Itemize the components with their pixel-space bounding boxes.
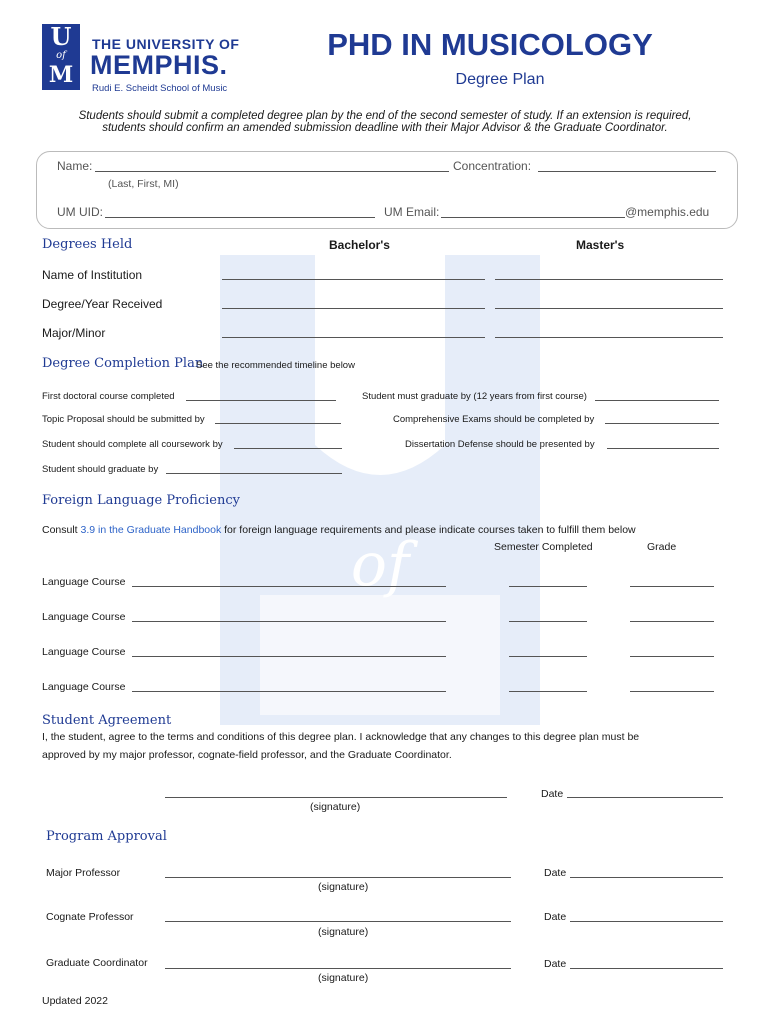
email-label: UM Email:: [384, 205, 440, 219]
watermark-of: of: [350, 530, 410, 600]
master-major-field[interactable]: [495, 337, 723, 338]
master-institution-field[interactable]: [495, 279, 723, 280]
um-logo: [42, 24, 80, 90]
plan-proposal-label: Topic Proposal should be submitted by: [42, 414, 205, 425]
language-course-field-1[interactable]: [132, 586, 446, 587]
agreement-line-1: I, the student, agree to the terms and conditions of this degree plan. I acknowledge that any changes to this degree plan must be: [42, 731, 640, 743]
bachelor-column-header: Bachelor's: [329, 238, 390, 252]
semester-column-header: Semester Completed: [494, 541, 593, 553]
university-name-line2: MEMPHIS.: [90, 50, 228, 80]
logo-letter-m: M: [48, 62, 74, 88]
plan-must-graduate-label: Student must graduate by (12 years from first course): [362, 391, 587, 402]
name-field[interactable]: [95, 171, 449, 172]
cognate-professor-signature-caption: (signature): [318, 926, 369, 938]
concentration-label: Concentration:: [453, 159, 532, 173]
plan-must-graduate-field[interactable]: [595, 400, 719, 401]
plan-proposal-field[interactable]: [215, 423, 341, 424]
school-name: Rudi E. Scheidt School of Music: [92, 83, 228, 94]
graduate-coordinator-signature-caption: (signature): [318, 972, 369, 984]
student-signature-caption: (signature): [310, 801, 361, 813]
degree-row-major: Major/Minor: [42, 326, 106, 340]
major-professor-date-label: Date: [544, 867, 567, 879]
language-course-label-1: Language Course: [42, 576, 126, 588]
uid-field[interactable]: [105, 217, 375, 218]
plan-first-course-label: First doctoral course completed: [42, 391, 175, 402]
language-title: Foreign Language Proficiency: [42, 493, 240, 508]
completion-plan-note: See the recommended timeline below: [196, 360, 355, 371]
university-name-line1: THE UNIVERSITY OF: [92, 36, 240, 52]
plan-coursework-field[interactable]: [234, 448, 342, 449]
cognate-professor-date-field[interactable]: [570, 921, 723, 922]
master-column-header: Master's: [576, 238, 625, 252]
language-grade-field-3[interactable]: [630, 656, 714, 657]
language-semester-field-4[interactable]: [509, 691, 587, 692]
email-field[interactable]: [441, 217, 625, 218]
language-course-field-4[interactable]: [132, 691, 446, 692]
bachelor-major-field[interactable]: [222, 337, 485, 338]
graduate-coordinator-signature-field[interactable]: [165, 968, 511, 969]
language-course-field-2[interactable]: [132, 621, 446, 622]
updated-note: Updated 2022: [42, 995, 108, 1007]
bachelor-institution-field[interactable]: [222, 279, 485, 280]
student-signature-field[interactable]: [165, 797, 507, 798]
name-hint: (Last, First, MI): [108, 178, 179, 190]
agreement-title: Student Agreement: [42, 713, 172, 728]
logo-letter-u: U: [50, 22, 72, 51]
major-professor-signature-caption: (signature): [318, 881, 369, 893]
major-professor-date-field[interactable]: [570, 877, 723, 878]
degree-row-institution: Name of Institution: [42, 268, 143, 282]
concentration-field[interactable]: [538, 171, 716, 172]
name-label: Name:: [57, 159, 93, 173]
page-title: PHD IN MUSICOLOGY: [327, 27, 653, 62]
language-semester-field-2[interactable]: [509, 621, 587, 622]
page-subtitle: Degree Plan: [455, 71, 545, 88]
uid-label: UM UID:: [57, 205, 103, 219]
cognate-professor-date-label: Date: [544, 911, 567, 923]
plan-first-course-field[interactable]: [186, 400, 336, 401]
student-date-field[interactable]: [567, 797, 723, 798]
plan-comprehensive-field[interactable]: [605, 423, 719, 424]
master-year-field[interactable]: [495, 308, 723, 309]
major-professor-signature-field[interactable]: [165, 877, 511, 878]
plan-defense-label: Dissertation Defense should be presented by: [405, 439, 595, 450]
completion-plan-title: Degree Completion Plan: [42, 356, 204, 371]
approval-title: Program Approval: [46, 829, 167, 844]
um-watermark: [220, 255, 540, 725]
intro-line-1: Students should submit a completed degree plan by the end of the second semester of study. If an extension is required,: [78, 110, 692, 122]
approval-graduate-coordinator-label: Graduate Coordinator: [46, 957, 148, 969]
approval-cognate-professor-label: Cognate Professor: [46, 911, 134, 923]
degrees-held-title: Degrees Held: [42, 237, 133, 252]
graduate-handbook-link[interactable]: 3.9 in the Graduate Handbook: [80, 524, 222, 536]
cognate-professor-signature-field[interactable]: [165, 921, 511, 922]
agreement-line-2: approved by my major professor, cognate-field professor, and the Graduate Coordinator.: [42, 749, 452, 761]
language-grade-field-2[interactable]: [630, 621, 714, 622]
plan-defense-field[interactable]: [607, 448, 719, 449]
language-grade-field-4[interactable]: [630, 691, 714, 692]
student-date-label: Date: [541, 788, 564, 800]
intro-text: [20, 110, 750, 134]
plan-coursework-label: Student should complete all coursework by: [42, 439, 223, 450]
language-course-label-3: Language Course: [42, 646, 126, 658]
approval-major-professor-label: Major Professor: [46, 867, 121, 879]
intro-line-2: students should confirm an amended submission deadline with their Major Advisor & the Graduate Coordinator.: [102, 122, 668, 134]
language-course-label-4: Language Course: [42, 681, 126, 693]
language-course-label-2: Language Course: [42, 611, 126, 623]
language-course-field-3[interactable]: [132, 656, 446, 657]
plan-comprehensive-label: Comprehensive Exams should be completed by: [393, 414, 595, 425]
graduate-coordinator-date-label: Date: [544, 958, 567, 970]
language-grade-field-1[interactable]: [630, 586, 714, 587]
language-semester-field-1[interactable]: [509, 586, 587, 587]
graduate-coordinator-date-field[interactable]: [570, 968, 723, 969]
language-semester-field-3[interactable]: [509, 656, 587, 657]
plan-graduate-field[interactable]: [166, 473, 342, 474]
language-consult-text: Consult 3.9 in the Graduate Handbook for foreign language requirements and please indicate courses taken to fulfill them below: [42, 524, 636, 536]
grade-column-header: Grade: [647, 541, 677, 553]
logo-letter-of: of: [56, 50, 66, 61]
degree-row-year: Degree/Year Received: [42, 297, 163, 311]
plan-graduate-label: Student should graduate by: [42, 464, 159, 475]
email-suffix: @memphis.edu: [625, 205, 710, 219]
bachelor-year-field[interactable]: [222, 308, 485, 309]
